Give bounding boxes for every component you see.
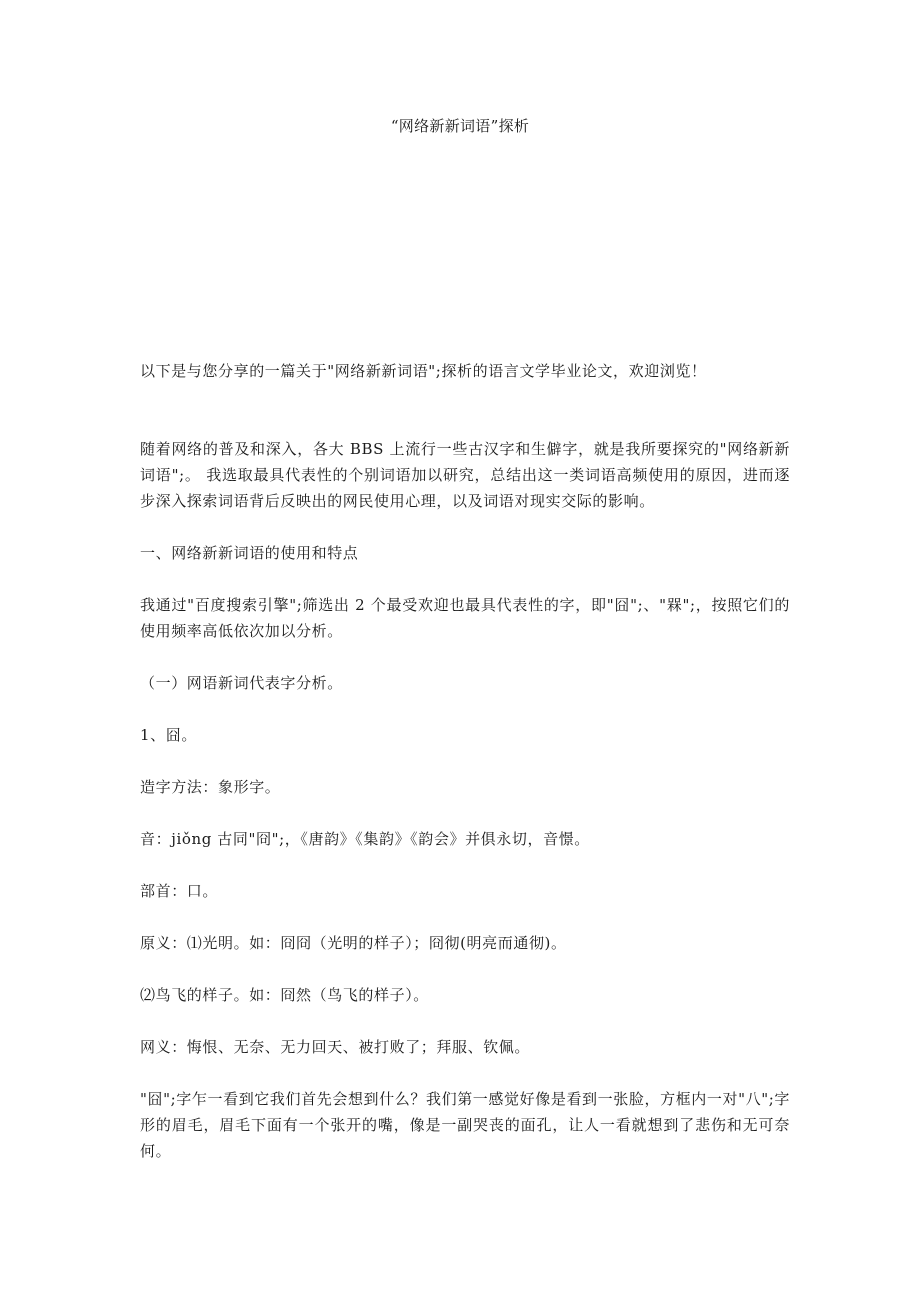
body-paragraph-2: 我通过"百度搜索引擎";筛选出 2 个最受欢迎也最具代表性的字，即"囧";、"槑";，按照它们的使用频率高低依次加以分析。: [140, 596, 790, 640]
original-meaning-line-2: ⑵鸟飞的样子。如：冏然（鸟飞的样子）。: [140, 986, 429, 1004]
item-heading-1: 1、囧。: [140, 726, 197, 744]
document-title: “网络新新词语”探析: [390, 117, 530, 135]
radical-line: 部首：口。: [140, 882, 219, 900]
body-paragraph-3: "囧";字乍一看到它我们首先会想到什么？我们第一感觉好像是看到一张脸，方框内一对"八";字形的眉毛，眉毛下面有一个张开的嘴，像是一副哭丧的面孔，让人一看就想到了悲伤和无可奈何。: [140, 1090, 790, 1160]
intro-paragraph: 以下是与您分享的一篇关于"网络新新词语";探析的语言文学毕业论文，欢迎浏览！: [140, 362, 707, 380]
subsection-heading-1: （一）网语新词代表字分析。: [140, 674, 343, 692]
pronunciation-line: 音：jiǒng 古同"冏";，《唐韵》《集韵》《韵会》并俱永切，音憬。: [140, 830, 590, 848]
internet-meaning-line: 网义：悔恨、无奈、无力回天、被打败了；拜服、钦佩。: [140, 1038, 531, 1056]
section-heading-1: 一、网络新新词语的使用和特点: [140, 544, 359, 562]
formation-line: 造字方法：象形字。: [140, 778, 281, 796]
body-paragraph-1: 随着网络的普及和深入，各大 BBS 上流行一些古汉字和生僻字，就是我所要探究的"网络新新词语";。 我选取最具代表性的个别词语加以研究，总结出这一类词语高频使用的原因，进而逐步深入探索词语背后反映出的网民使用心理，以及词语对现实交际的影响。: [140, 440, 790, 510]
original-meaning-line-1: 原义：⑴光明。如：冏冏（光明的样子）；冏彻(明亮而通彻)。: [140, 934, 567, 952]
